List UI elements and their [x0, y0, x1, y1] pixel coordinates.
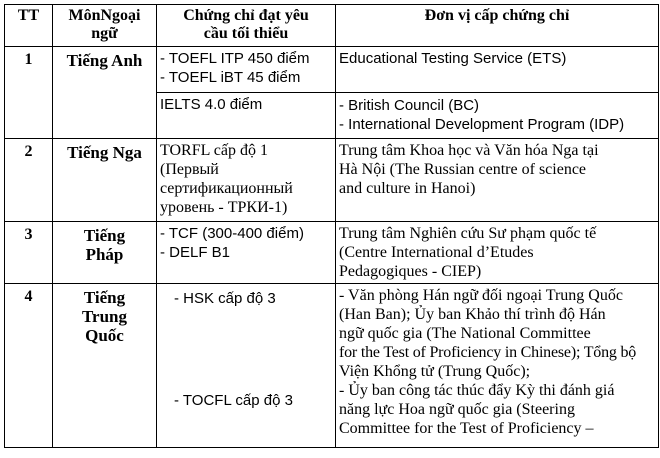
header-tt: TT	[17, 7, 40, 24]
issuer-line: năng lực Hoa ngữ quốc gia (Steering	[339, 401, 575, 418]
row-number-2: 2	[5, 139, 53, 222]
certificate-line: - TOEFL iBT 45 điểm	[160, 69, 301, 86]
table-row-english-a	[5, 47, 659, 93]
certificate-cell-chinese	[157, 284, 336, 448]
issuer-cell-russian	[336, 139, 659, 222]
language-line: Quốc	[85, 326, 124, 345]
issuer-line: - British Council (BC)	[339, 97, 480, 114]
certificate-cell-russian	[157, 139, 336, 222]
issuer-line: Committee for the Test of Proficiency –	[339, 420, 594, 437]
certificate-line: IELTS 4.0 điểm	[160, 96, 263, 113]
issuer-cell-chinese	[336, 284, 659, 448]
issuer-line: for the Test of Proficiency in Chinese); Tổng bộ	[339, 344, 637, 361]
header-cell-issuer	[336, 5, 659, 47]
certificate-line: - TCF (300-400 điểm)	[160, 225, 304, 242]
language-english	[53, 47, 157, 139]
issuer-line: ngữ quốc gia (The National Committee	[339, 325, 591, 342]
certificate-line: TORFL cấp độ 1	[160, 142, 268, 159]
row-number-1: 1	[5, 47, 53, 139]
row-number-3: 3	[5, 222, 53, 284]
issuer-line: Educational Testing Service (ETS)	[339, 50, 567, 67]
language-french	[53, 222, 157, 284]
header-language-line2: ngữ	[91, 25, 118, 42]
certificate-table	[4, 4, 659, 448]
issuer-line: - Ủy ban công tác thúc đẩy Kỳ thi đánh giá	[339, 382, 615, 399]
table-row-french	[5, 222, 659, 284]
issuer-cell-french	[336, 222, 659, 284]
issuer-cell-english-ets	[336, 47, 659, 93]
header-cell-language	[53, 5, 157, 47]
issuer-line: Pedagogiques - CIEP)	[339, 263, 482, 280]
language-line: Tiếng	[83, 288, 126, 307]
issuer-line: and culture in Hanoi)	[339, 180, 476, 197]
table-header-row	[5, 5, 659, 47]
issuer-line: - International Development Program (IDP)	[339, 116, 625, 133]
issuer-line: Trung tâm Nghiên cứu Sư phạm quốc tế	[339, 225, 597, 242]
certificate-line: уровень - ТРКИ-1)	[160, 199, 288, 216]
certificate-cell-french	[157, 222, 336, 284]
issuer-cell-english-ielts	[336, 93, 659, 139]
certificate-line: (Первый	[160, 161, 219, 178]
issuer-line: Hà Nội (The Russian centre of science	[339, 161, 587, 178]
table-row-russian	[5, 139, 659, 222]
certificate-line-tocfl: - TOCFL cấp độ 3	[174, 392, 293, 409]
certificate-cell-english-toefl	[157, 47, 336, 93]
certificate-line: - TOEFL ITP 450 điểm	[160, 50, 310, 67]
issuer-line: Trung tâm Khoa học và Văn hóa Nga tại	[339, 142, 599, 159]
language-chinese	[53, 284, 157, 448]
certificate-line-hsk: - HSK cấp độ 3	[174, 290, 276, 307]
header-language-line1: MônNgoại	[68, 7, 141, 24]
language-line: Tiếng	[83, 226, 126, 245]
issuer-line: Viện Khổng tử (Trung Quốc);	[339, 363, 531, 380]
header-cell-certificate	[157, 5, 336, 47]
language-russian	[53, 139, 157, 222]
certificate-line: - DELF B1	[160, 244, 231, 261]
certificate-line: сертификационный	[160, 180, 293, 197]
certificate-cell-english-ielts	[157, 93, 336, 139]
issuer-line: (Han Ban); Ủy ban Khảo thí trình độ Hán	[339, 306, 606, 323]
header-issuer: Đơn vị cấp chứng chỉ	[424, 7, 570, 24]
row-number-4: 4	[5, 284, 53, 448]
table-row-chinese	[5, 284, 659, 448]
language-line: Trung	[81, 307, 128, 326]
header-cell-tt	[5, 5, 53, 47]
issuer-line: - Văn phòng Hán ngữ đối ngoại Trung Quốc	[339, 287, 623, 304]
issuer-line: (Centre International d’Etudes	[339, 244, 534, 261]
language-line: Tiếng Anh	[66, 51, 143, 70]
language-line: Tiếng Nga	[67, 143, 142, 162]
header-certificate-line2: cầu tối thiểu	[203, 25, 289, 42]
language-line: Pháp	[85, 245, 124, 264]
header-certificate-line1: Chứng chỉ đạt yêu	[183, 7, 309, 24]
